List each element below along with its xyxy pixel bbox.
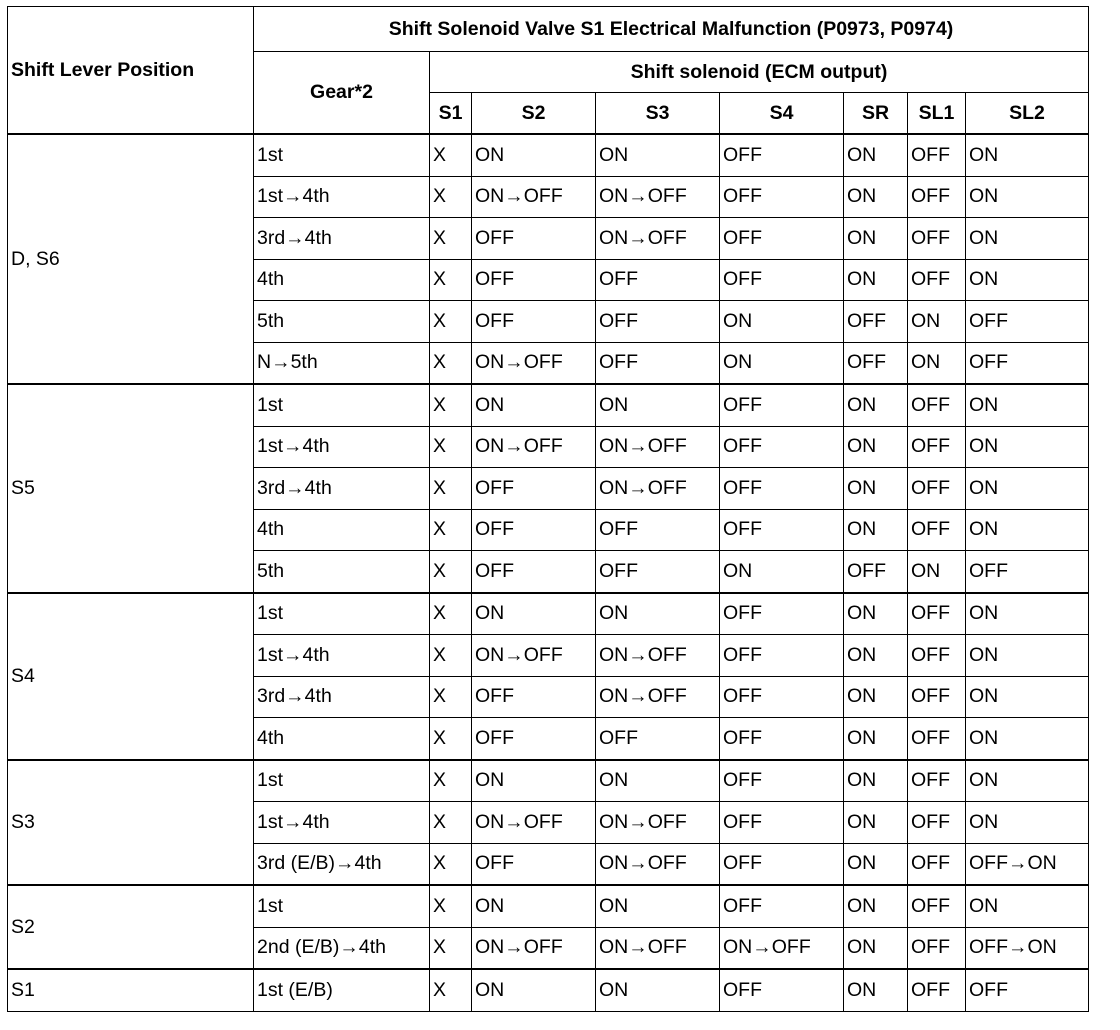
s1-cell: X [430, 384, 472, 426]
sr-cell: ON [844, 927, 908, 969]
s2-cell: ON→OFF [472, 426, 596, 468]
sl1-cell: OFF [908, 676, 966, 718]
sl2-cell: ON [966, 676, 1089, 718]
gear-cell: 1st [254, 593, 430, 635]
sr-cell: ON [844, 885, 908, 927]
s1-cell: X [430, 885, 472, 927]
table-row [8, 885, 1089, 927]
s1-cell: X [430, 134, 472, 176]
sr-cell: ON [844, 218, 908, 260]
sl2-cell: ON [966, 259, 1089, 301]
s4-cell: OFF [720, 134, 844, 176]
s3-cell: ON→OFF [596, 218, 720, 260]
table-row [8, 384, 1089, 426]
s2-cell: OFF [472, 301, 596, 343]
gear-header: Gear*2 [254, 52, 430, 135]
s2-cell: ON [472, 593, 596, 635]
s4-cell: OFF [720, 718, 844, 760]
solenoid-header-sl1: SL1 [908, 93, 966, 135]
sl1-cell: OFF [908, 718, 966, 760]
s2-cell: ON→OFF [472, 176, 596, 218]
s3-cell: ON→OFF [596, 802, 720, 844]
sl2-cell: ON [966, 760, 1089, 802]
sr-cell: OFF [844, 301, 908, 343]
sr-cell: ON [844, 635, 908, 677]
s4-cell: OFF [720, 176, 844, 218]
s2-cell: ON [472, 885, 596, 927]
shift-lever-position-header: Shift Lever Position [8, 7, 254, 135]
solenoid-table [7, 6, 1089, 1012]
s4-cell: ON→OFF [720, 927, 844, 969]
table-header [8, 7, 1089, 135]
sl1-cell: OFF [908, 635, 966, 677]
shift-lever-position-cell: S3 [8, 760, 254, 886]
s2-cell: OFF [472, 509, 596, 551]
sl2-cell: ON [966, 468, 1089, 510]
gear-cell: 3rd→4th [254, 676, 430, 718]
sr-cell: OFF [844, 342, 908, 384]
sr-cell: ON [844, 384, 908, 426]
s4-cell: OFF [720, 676, 844, 718]
s4-cell: OFF [720, 885, 844, 927]
s4-cell: OFF [720, 969, 844, 1011]
sl2-cell: OFF [966, 969, 1089, 1011]
lever-position-group [8, 384, 1089, 593]
sl1-cell: OFF [908, 468, 966, 510]
s4-cell: OFF [720, 843, 844, 885]
s2-cell: OFF [472, 676, 596, 718]
solenoid-header-s4: S4 [720, 93, 844, 135]
sl1-cell: OFF [908, 885, 966, 927]
s2-cell: ON [472, 384, 596, 426]
solenoid-header-s2: S2 [472, 93, 596, 135]
gear-cell: 5th [254, 301, 430, 343]
s2-cell: OFF [472, 259, 596, 301]
sl2-cell: OFF [966, 301, 1089, 343]
s2-cell: ON→OFF [472, 802, 596, 844]
sl1-cell: OFF [908, 134, 966, 176]
s1-cell: X [430, 176, 472, 218]
s2-cell: OFF [472, 718, 596, 760]
solenoid-header-s1: S1 [430, 93, 472, 135]
s1-cell: X [430, 218, 472, 260]
sr-cell: ON [844, 134, 908, 176]
s1-cell: X [430, 301, 472, 343]
lever-position-group [8, 885, 1089, 969]
s4-cell: ON [720, 551, 844, 593]
s1-cell: X [430, 927, 472, 969]
s4-cell: OFF [720, 384, 844, 426]
gear-cell: 1st [254, 384, 430, 426]
document-page [7, 6, 1089, 1012]
s3-cell: ON→OFF [596, 843, 720, 885]
s3-cell: ON [596, 593, 720, 635]
sr-cell: ON [844, 760, 908, 802]
solenoid-header-sr: SR [844, 93, 908, 135]
sl2-cell: ON [966, 802, 1089, 844]
s3-cell: ON→OFF [596, 176, 720, 218]
s4-cell: OFF [720, 509, 844, 551]
sr-cell: ON [844, 802, 908, 844]
s1-cell: X [430, 760, 472, 802]
gear-cell: 1st [254, 760, 430, 802]
sl2-cell: OFF→ON [966, 927, 1089, 969]
gear-cell: 3rd→4th [254, 218, 430, 260]
s3-cell: OFF [596, 509, 720, 551]
table-row [8, 593, 1089, 635]
s1-cell: X [430, 676, 472, 718]
gear-cell: 1st→4th [254, 176, 430, 218]
sl2-cell: ON [966, 218, 1089, 260]
sl2-cell: OFF [966, 551, 1089, 593]
sl1-cell: ON [908, 551, 966, 593]
sl1-cell: OFF [908, 509, 966, 551]
gear-cell: 4th [254, 509, 430, 551]
s1-cell: X [430, 635, 472, 677]
s3-cell: OFF [596, 259, 720, 301]
s2-cell: ON [472, 760, 596, 802]
s3-cell: ON [596, 384, 720, 426]
sl1-cell: OFF [908, 843, 966, 885]
s2-cell: ON→OFF [472, 635, 596, 677]
s1-cell: X [430, 969, 472, 1011]
sl1-cell: OFF [908, 176, 966, 218]
sr-cell: ON [844, 843, 908, 885]
sl1-cell: OFF [908, 384, 966, 426]
sr-cell: ON [844, 468, 908, 510]
sl1-cell: OFF [908, 218, 966, 260]
s2-cell: ON→OFF [472, 927, 596, 969]
table-title: Shift Solenoid Valve S1 Electrical Malfunction (P0973, P0974) [254, 7, 1089, 52]
s1-cell: X [430, 718, 472, 760]
s3-cell: OFF [596, 342, 720, 384]
sl1-cell: OFF [908, 259, 966, 301]
gear-cell: 1st→4th [254, 635, 430, 677]
s1-cell: X [430, 843, 472, 885]
solenoid-header-s3: S3 [596, 93, 720, 135]
sr-cell: ON [844, 593, 908, 635]
gear-cell: 1st (E/B) [254, 969, 430, 1011]
s1-cell: X [430, 426, 472, 468]
sl1-cell: OFF [908, 593, 966, 635]
s1-cell: X [430, 593, 472, 635]
sr-cell: ON [844, 426, 908, 468]
s1-cell: X [430, 802, 472, 844]
s2-cell: OFF [472, 218, 596, 260]
sl2-cell: ON [966, 718, 1089, 760]
sl2-cell: ON [966, 885, 1089, 927]
s1-cell: X [430, 468, 472, 510]
s2-cell: OFF [472, 843, 596, 885]
sr-cell: ON [844, 676, 908, 718]
s4-cell: ON [720, 342, 844, 384]
s4-cell: OFF [720, 802, 844, 844]
sl2-cell: ON [966, 509, 1089, 551]
table-row [8, 760, 1089, 802]
shift-lever-position-cell: D, S6 [8, 134, 254, 384]
gear-cell: 1st→4th [254, 426, 430, 468]
s4-cell: OFF [720, 760, 844, 802]
s4-cell: OFF [720, 426, 844, 468]
s3-cell: OFF [596, 551, 720, 593]
s1-cell: X [430, 551, 472, 593]
solenoid-header-sl2: SL2 [966, 93, 1089, 135]
s4-cell: OFF [720, 468, 844, 510]
sl2-cell: OFF [966, 342, 1089, 384]
s2-cell: ON→OFF [472, 342, 596, 384]
shift-lever-position-cell: S1 [8, 969, 254, 1011]
sl1-cell: OFF [908, 760, 966, 802]
shift-lever-position-cell: S5 [8, 384, 254, 593]
s4-cell: ON [720, 301, 844, 343]
s2-cell: OFF [472, 468, 596, 510]
gear-cell: 1st [254, 885, 430, 927]
gear-cell: 1st→4th [254, 802, 430, 844]
s1-cell: X [430, 259, 472, 301]
gear-cell: N→5th [254, 342, 430, 384]
gear-cell: 4th [254, 718, 430, 760]
gear-cell: 5th [254, 551, 430, 593]
sr-cell: ON [844, 969, 908, 1011]
gear-cell: 4th [254, 259, 430, 301]
s3-cell: OFF [596, 301, 720, 343]
s3-cell: ON→OFF [596, 676, 720, 718]
s2-cell: OFF [472, 551, 596, 593]
sl2-cell: ON [966, 384, 1089, 426]
s3-cell: ON→OFF [596, 468, 720, 510]
gear-cell: 3rd→4th [254, 468, 430, 510]
s4-cell: OFF [720, 218, 844, 260]
s4-cell: OFF [720, 635, 844, 677]
sl1-cell: OFF [908, 426, 966, 468]
gear-cell: 3rd (E/B)→4th [254, 843, 430, 885]
s4-cell: OFF [720, 259, 844, 301]
s1-cell: X [430, 342, 472, 384]
sr-cell: ON [844, 259, 908, 301]
sl1-cell: OFF [908, 927, 966, 969]
sl1-cell: OFF [908, 802, 966, 844]
lever-position-group [8, 134, 1089, 384]
sl2-cell: ON [966, 635, 1089, 677]
sl2-cell: ON [966, 426, 1089, 468]
sr-cell: ON [844, 509, 908, 551]
sl2-cell: ON [966, 176, 1089, 218]
s4-cell: OFF [720, 593, 844, 635]
shift-lever-position-cell: S4 [8, 593, 254, 760]
gear-cell: 1st [254, 134, 430, 176]
sr-cell: ON [844, 718, 908, 760]
shift-lever-position-cell: S2 [8, 885, 254, 969]
sl2-cell: ON [966, 593, 1089, 635]
sl1-cell: ON [908, 342, 966, 384]
lever-position-group [8, 760, 1089, 886]
s3-cell: ON→OFF [596, 927, 720, 969]
sl2-cell: OFF→ON [966, 843, 1089, 885]
lever-position-group [8, 593, 1089, 760]
s3-cell: ON→OFF [596, 426, 720, 468]
lever-position-group [8, 969, 1089, 1011]
sr-cell: OFF [844, 551, 908, 593]
s3-cell: ON [596, 134, 720, 176]
sr-cell: ON [844, 176, 908, 218]
s2-cell: ON [472, 134, 596, 176]
s3-cell: ON [596, 760, 720, 802]
s3-cell: ON→OFF [596, 635, 720, 677]
sl1-cell: ON [908, 301, 966, 343]
s1-cell: X [430, 509, 472, 551]
sl1-cell: OFF [908, 969, 966, 1011]
s3-cell: ON [596, 885, 720, 927]
shift-solenoid-header: Shift solenoid (ECM output) [430, 52, 1089, 93]
sl2-cell: ON [966, 134, 1089, 176]
table-row [8, 969, 1089, 1011]
gear-cell: 2nd (E/B)→4th [254, 927, 430, 969]
s2-cell: ON [472, 969, 596, 1011]
s3-cell: ON [596, 969, 720, 1011]
s3-cell: OFF [596, 718, 720, 760]
table-row [8, 134, 1089, 176]
